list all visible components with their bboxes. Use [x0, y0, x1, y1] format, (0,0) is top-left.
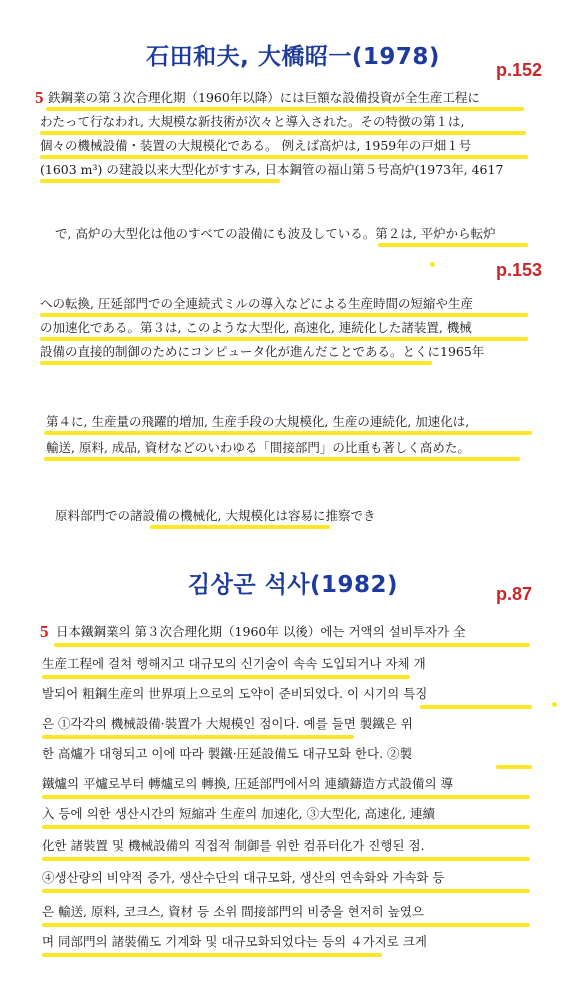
highlight-dot — [430, 262, 435, 267]
highlight-underline — [42, 825, 530, 829]
highlight-underline — [40, 131, 526, 135]
jp-text-line: 輸送, 原料, 成品, 資材などのいわゆる「間接部門」の比重も著しく高めた。 — [46, 440, 470, 455]
jp-text-line: 鉄鋼業の第３次合理化期（1960年以降）には巨額な設備投資が全生産工程に — [48, 90, 480, 105]
jp-page-label-153: p.153 — [496, 260, 543, 280]
kr-text-line: 鐵爐의 平爐로부터 轉爐로의 轉換, 圧延部門에서의 連續鑄造方式設備의 導 — [42, 776, 454, 791]
highlight-underline — [40, 313, 528, 317]
jp-page-label-152: p.152 — [496, 60, 543, 80]
highlight-underline — [420, 705, 532, 709]
kr-text-line: ④생산량의 비약적 증가, 생산수단의 대규모화, 생산의 연속화와 가속화 등 — [42, 870, 445, 885]
jp-text-line: 原料部門での諸設備の機械化, 大規模化は容易に推察でき — [55, 508, 376, 523]
jp-text-line: (1603 m³) の建設以来大型化がすすみ, 日本鋼管の福山第５号高炉(1973年, 4617 — [40, 162, 504, 177]
jp-text-line: の加速化である。第３は, このような大型化, 高速化, 連続化した諸装置, 機械 — [40, 320, 472, 335]
kr-text-line: 日本鐵鋼業의 第３次合理化期（1960年 以後）에는 거액의 설비투자가 全 — [56, 624, 466, 639]
jp-text-line: 設備の直接的制御のためにコンピュータ化が進んだことである。とくに1965年 — [40, 344, 485, 359]
highlight-underline — [54, 643, 530, 647]
jp-text-line: 個々の機械設備・装置の大規模化である。 例えば高炉は, 1959年の戸畑１号 — [40, 138, 472, 153]
kr-text-line: 며 同部門의 諸裝備도 기계화 및 대규모화되었다는 등의 ４가지로 크게 — [42, 934, 427, 949]
kr-text-line: 은 ①각각의 機械設備·裝置가 大規模인 점이다. 예를 들면 製鐵은 위 — [42, 716, 413, 731]
highlight-underline — [42, 735, 354, 739]
highlight-underline — [42, 857, 530, 861]
highlight-underline — [150, 525, 330, 529]
kr-text-line: 入 등에 의한 생산시간의 短縮과 生産의 加速化, ③大型化, 高速化, 連續 — [42, 806, 436, 821]
highlight-underline — [42, 953, 382, 957]
jp-source-title: 石田和夫, 大橋昭一(1978) — [146, 44, 440, 70]
kr-text-line: 化한 諸裝置 및 機械設備의 직접적 制御를 위한 컴퓨터化가 진행된 점. — [42, 838, 425, 853]
highlight-underline — [42, 923, 530, 927]
highlight-underline — [44, 457, 520, 461]
highlight-underline — [40, 337, 528, 341]
highlight-underline — [42, 675, 410, 679]
highlight-dot — [552, 702, 557, 707]
jp-text-line: で, 高炉の大型化は他のすべての設備にも波及している。第２は, 平炉から転炉 — [55, 226, 496, 241]
highlight-underline — [40, 155, 528, 159]
highlight-underline — [496, 765, 532, 769]
jp-text-line: わたって行なわれ, 大規模な新技術が次々と導入された。その特徴の第１は, — [40, 114, 465, 129]
highlight-underline — [42, 889, 530, 893]
jp-paragraph-number: 5 — [35, 88, 44, 107]
kr-source-title: 김상곤 석사(1982) — [187, 572, 399, 598]
kr-page-label-87: p.87 — [496, 584, 533, 604]
highlight-underline — [40, 361, 432, 365]
highlight-underline — [44, 431, 532, 435]
highlight-underline — [42, 795, 530, 799]
kr-text-line: 발되어 粗鋼生産의 世界項上으로의 도약이 준비되었다. 이 시기의 특징 — [42, 686, 428, 701]
jp-text-line: への転換, 圧延部門での全連続式ミルの導入などによる生産時間の短縮や生産 — [40, 296, 473, 311]
highlight-underline — [378, 243, 528, 247]
kr-paragraph-number: 5 — [40, 622, 49, 641]
highlight-underline — [40, 179, 280, 183]
highlight-underline — [46, 107, 524, 111]
kr-text-line: 한 高爐가 대형되고 이에 따라 製鐵·圧延設備도 대규모화 한다. ②製 — [42, 746, 413, 761]
jp-text-line: 第４に, 生産量の飛躍的増加, 生産手段の大規模化, 生産の連続化, 加速化は, — [46, 414, 470, 429]
kr-text-line: 生産工程에 걸쳐 행해지고 대규모의 신기술이 속속 도입되거나 자체 개 — [42, 656, 426, 671]
kr-text-line: 은 輸送, 原料, 코크스, 資材 등 소위 間接部門의 비중을 현저히 높였으 — [42, 904, 424, 919]
